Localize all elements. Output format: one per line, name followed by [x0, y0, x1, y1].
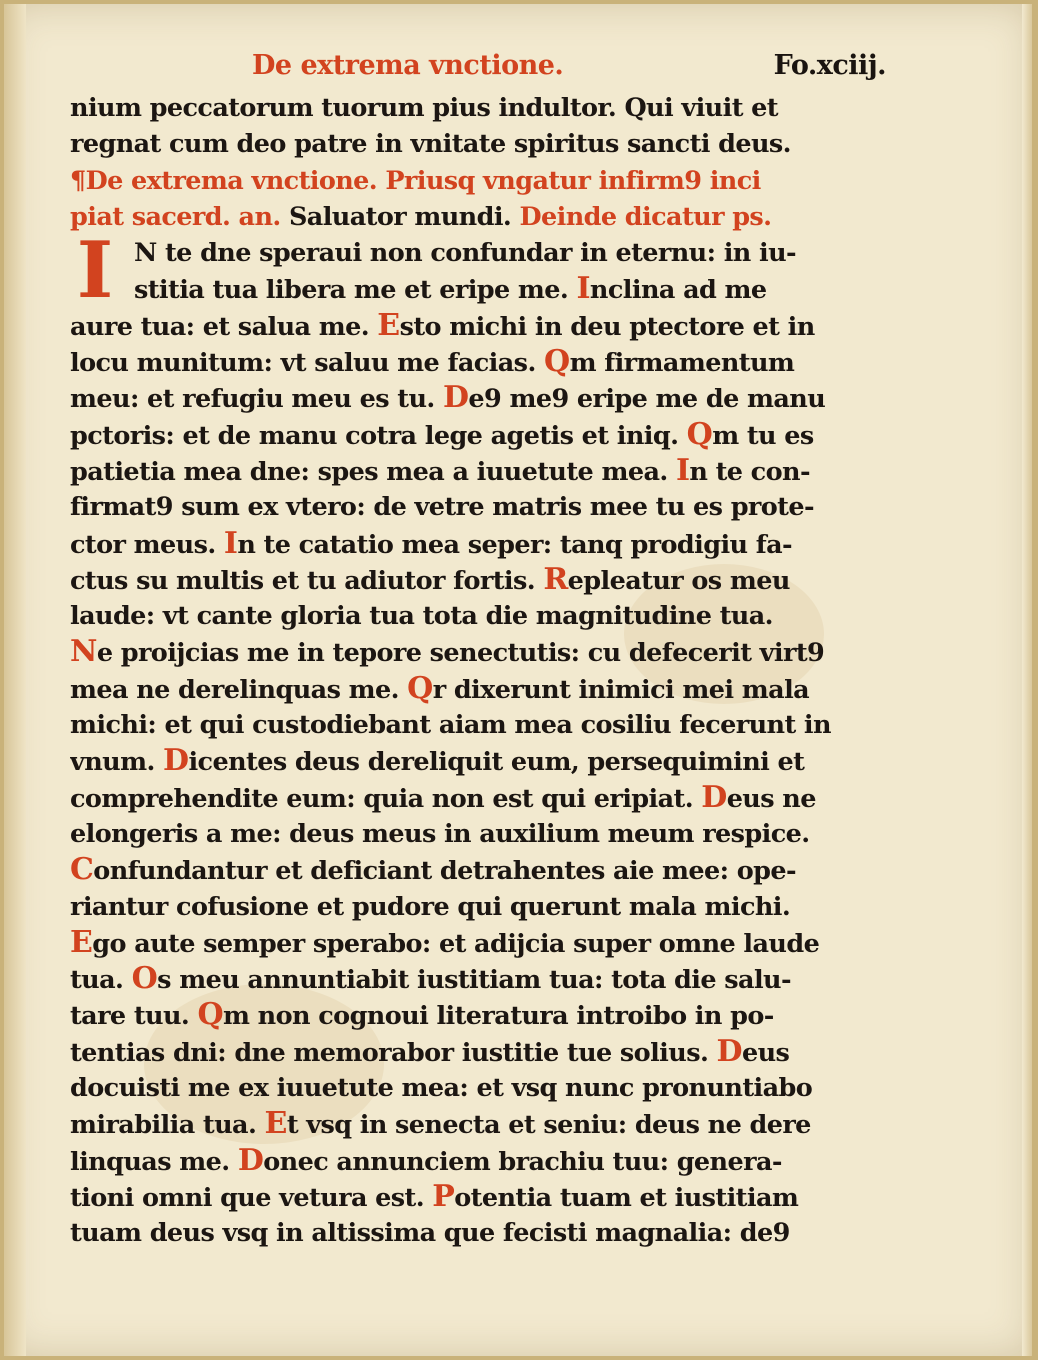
- text-line: aure tua: et salua me. Esto michi in deu ptectore et in: [70, 307, 815, 343]
- text-line: nium peccatorum tuorum pius indultor. Qui viuit et: [70, 93, 778, 123]
- text-line: mea ne derelinquas me. Qr dixerunt inimici mei mala: [70, 670, 810, 706]
- page-edge: [1022, 4, 1032, 1356]
- text-line: laude: vt cante gloria tua tota die magnitudine tua.: [70, 601, 773, 632]
- text-line: Confundantur et deficiant detrahentes aie mee: ope-: [70, 852, 796, 888]
- book-page: [4, 4, 1032, 1356]
- text-line: stitia tua libera me et eripe me. Inclina ad me: [134, 271, 767, 307]
- text-line: N te dne speraui non confundar in eternu: in iu-: [134, 238, 797, 269]
- text-line: tuam deus vsq in altissima que fecisti magnalia: de9: [70, 1218, 790, 1249]
- text-line: meu: et refugiu meu es tu. De9 me9 eripe me de manu: [70, 380, 826, 416]
- text-line: elongeris a me: deus meus in auxilium meum respice.: [70, 818, 810, 849]
- text-line: vnum. Dicentes deus dereliquit eum, persequimini et: [70, 743, 805, 779]
- text-line: pctoris: et de manu cotra lege agetis et iniq. Qm tu es: [70, 416, 814, 452]
- text-line: linquas me. Donec annunciem brachiu tuu: genera-: [70, 1142, 782, 1178]
- text-line: tare tuu. Qm non cognoui literatura introibo in po-: [70, 997, 774, 1033]
- text-line: firmat9 sum ex vtero: de vetre matris mee tu es prote-: [70, 492, 814, 523]
- text-line: docuisti me ex iuuetute mea: et vsq nunc pronuntiabo: [70, 1073, 813, 1104]
- text-line: michi: et qui custodiebant aiam mea cosiliu fecerunt in: [70, 710, 831, 741]
- rubric-line: ¶De extrema vnctione. Priusq vngatur infirm9 inci: [70, 165, 761, 196]
- text-line: mirabilia tua. Et vsq in senecta et seniu: deus ne dere: [70, 1106, 811, 1142]
- text-line: Ne proijcias me in tepore senectutis: cu defecerit virt9: [70, 634, 825, 670]
- text-line: comprehendite eum: quia non est qui eripiat. Deus ne: [70, 779, 816, 815]
- text-line: ctus su multis et tu adiutor fortis. Repleatur os meu: [70, 561, 790, 597]
- text-block: [70, 50, 890, 1252]
- decorated-initial: I: [76, 225, 114, 317]
- text-line: regnat cum deo patre in vnitate spiritus sancti deus.: [70, 129, 791, 160]
- text-line: tioni omni que vetura est. Potentia tuam et iustitiam: [70, 1178, 799, 1214]
- text-line: ctor meus. In te catatio mea seper: tanq prodigiu fa-: [70, 525, 793, 561]
- running-head: De extrema vnctione.: [252, 50, 564, 81]
- text-line: Ego aute semper sperabo: et adijcia super omne laude: [70, 924, 820, 960]
- page-header: [70, 50, 890, 90]
- page-gutter: [4, 4, 26, 1356]
- psalm-opening: [70, 225, 890, 317]
- text-line: tentias dni: dne memorabor iustitie tue solius. Deus: [70, 1033, 790, 1069]
- text-line: patietia mea dne: spes mea a iuuetute mea. In te con-: [70, 452, 810, 488]
- text-line: tua. Os meu annuntiabit iustitiam tua: tota die salu-: [70, 961, 791, 997]
- text-line: locu munitum: vt saluu me facias. Qm firmamentum: [70, 344, 795, 380]
- rubric-line: piat sacerd. an. Saluator mundi. Deinde dicatur ps.: [70, 201, 772, 232]
- folio-number: Fo.xciij.: [773, 50, 886, 81]
- text-line: riantur cofusione et pudore qui querunt mala michi.: [70, 891, 791, 922]
